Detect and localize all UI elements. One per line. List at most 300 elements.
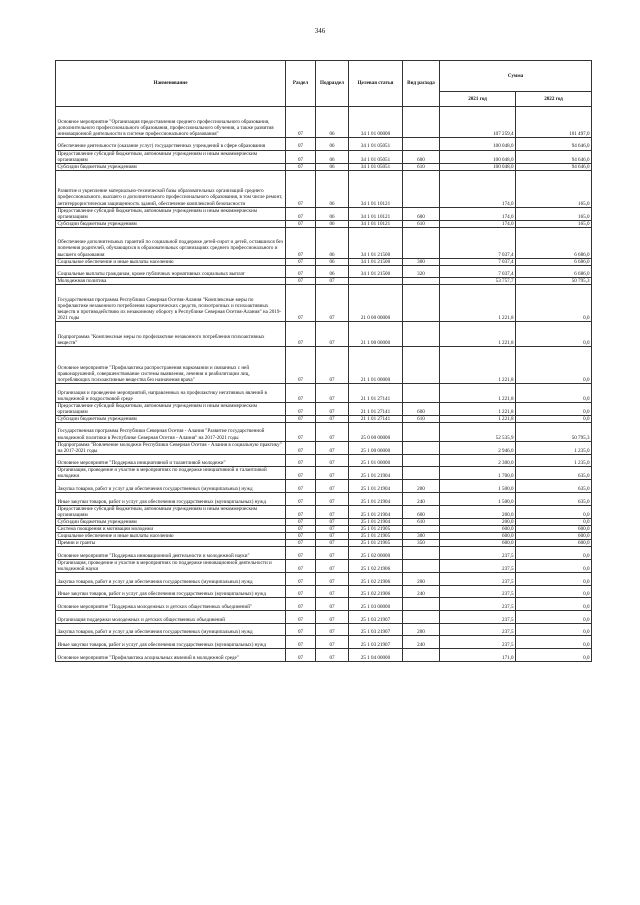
- row-razdel: 07: [286, 150, 316, 163]
- row-sum-2022: 1 235,0: [516, 454, 592, 467]
- row-sum-2022: 600,0: [516, 540, 592, 547]
- row-sum-2021: 200,0: [440, 518, 516, 525]
- row-podrazdel: 07: [316, 648, 349, 661]
- table-row: [56, 480, 592, 493]
- row-sum-2022: 0,0: [516, 598, 592, 611]
- row-razdel: 07: [286, 220, 316, 227]
- row-sum-2022: 94 646,0: [516, 163, 592, 170]
- row-sum-2021: 100 048,0: [440, 163, 516, 170]
- table-row: [56, 532, 592, 539]
- row-vid: 350: [403, 540, 440, 547]
- row-name: Субсидии бюджетным учреждениям: [56, 415, 286, 422]
- row-podrazdel: 07: [316, 540, 349, 547]
- row-target: [349, 278, 403, 285]
- row-podrazdel: 06: [316, 170, 349, 207]
- row-name: Предоставление субсидий бюджетным, автономным учреждениям и иным некоммерческим организациям: [56, 150, 286, 163]
- row-podrazdel: 06: [316, 150, 349, 163]
- row-sum-2022: 0,0: [516, 347, 592, 384]
- row-target: 21 0 00 00000: [349, 285, 403, 322]
- row-razdel: 07: [286, 285, 316, 322]
- row-podrazdel: 06: [316, 137, 349, 150]
- row-sum-2021: 237,5: [440, 610, 516, 623]
- row-name: Предоставление субсидий бюджетным, автономным учреждениям и иным некоммерческим организациям: [56, 207, 286, 220]
- row-target: 25 1 02 21906: [349, 572, 403, 585]
- row-name: Субсидии бюджетным учреждениям: [56, 518, 286, 525]
- row-sum-2022: 165,0: [516, 207, 592, 220]
- budget-table: [55, 60, 592, 662]
- table-row: [56, 441, 592, 454]
- row-sum-2021: 1 700,0: [440, 467, 516, 480]
- row-podrazdel: 07: [316, 505, 349, 518]
- row-name: Основное мероприятие "Профилактика распространения наркомании и связанных с ней правонарушений, совершенствование системы выявления, лечения и реабилитации лиц, потребляющих психоактивные вещества без назначения врача": [56, 347, 286, 384]
- row-razdel: 07: [286, 207, 316, 220]
- row-target: 25 1 01 21905: [349, 525, 403, 532]
- row-target: 25 1 02 21906: [349, 559, 403, 572]
- row-vid: [403, 648, 440, 661]
- row-target: 34 1 01 05051: [349, 150, 403, 163]
- row-podrazdel: 07: [316, 518, 349, 525]
- row-sum-2021: 2 300,0: [440, 454, 516, 467]
- row-podrazdel: 07: [316, 422, 349, 441]
- row-razdel: 07: [286, 265, 316, 278]
- row-vid: [403, 454, 440, 467]
- row-name: Развитие и укрепление материально-технической базы образовательных организаций среднего профессионального, высшего и дополнительного профессионального образования, в том числе ремонт, антитеррористическая защищенность зданий, обеспечение комплексной безопасности: [56, 170, 286, 207]
- row-name: Предоставление субсидий бюджетным, автономным учреждениям и иным некоммерческим организациям: [56, 402, 286, 415]
- row-target: 21 1 01 00000: [349, 347, 403, 384]
- row-sum-2021: 237,5: [440, 636, 516, 649]
- row-name: Государственная программа Республики Северная Осетия - Алания "Развитие государственной молодежной политики в Республике Северная Осетия - Алания" на 2017-2021 годы: [56, 422, 286, 441]
- table-row: [56, 467, 592, 480]
- row-vid: [403, 441, 440, 454]
- row-target: 25 1 03 21907: [349, 623, 403, 636]
- row-razdel: 07: [286, 623, 316, 636]
- table-row: [56, 227, 592, 258]
- row-sum-2022: 600,0: [516, 532, 592, 539]
- row-sum-2022: 0,0: [516, 518, 592, 525]
- row-razdel: 07: [286, 559, 316, 572]
- row-vid: 200: [403, 572, 440, 585]
- row-target: 25 1 01 21904: [349, 467, 403, 480]
- row-podrazdel: 06: [316, 265, 349, 278]
- row-sum-2022: 0,0: [516, 559, 592, 572]
- row-vid: 600: [403, 402, 440, 415]
- row-sum-2022: 0,0: [516, 402, 592, 415]
- header-podrazdel: Подраздел: [316, 61, 349, 107]
- row-sum-2021: 237,5: [440, 598, 516, 611]
- table-row: [56, 454, 592, 467]
- row-name: Основное мероприятие "Поддержка инициативной и талантливой молодежи": [56, 454, 286, 467]
- row-sum-2022: 6 686,0: [516, 258, 592, 265]
- row-vid: [403, 107, 440, 138]
- row-sum-2022: 0,0: [516, 285, 592, 322]
- row-name: Премии и гранты: [56, 540, 286, 547]
- row-name: Иные закупки товаров, работ и услуг для обеспечения государственных (муниципальных) нужд: [56, 636, 286, 649]
- table-row: [56, 648, 592, 661]
- row-sum-2022: 50 795,3: [516, 422, 592, 441]
- row-name: Субсидии бюджетным учреждениям: [56, 163, 286, 170]
- row-razdel: 07: [286, 598, 316, 611]
- row-podrazdel: 07: [316, 547, 349, 560]
- row-vid: [403, 347, 440, 384]
- row-name: Молодежная политика: [56, 278, 286, 285]
- row-target: 21 1 00 00000: [349, 322, 403, 347]
- row-name: Иные закупки товаров, работ и услуг для обеспечения государственных (муниципальных) нужд: [56, 585, 286, 598]
- row-vid: 610: [403, 518, 440, 525]
- row-sum-2021: 1 221,8: [440, 322, 516, 347]
- row-vid: 610: [403, 415, 440, 422]
- row-vid: 300: [403, 258, 440, 265]
- row-target: 21 1 01 27141: [349, 415, 403, 422]
- row-sum-2021: 174,0: [440, 170, 516, 207]
- row-vid: [403, 422, 440, 441]
- header-2022: 2022 год: [516, 92, 592, 107]
- row-razdel: 07: [286, 170, 316, 207]
- row-podrazdel: 07: [316, 415, 349, 422]
- table-row: [56, 322, 592, 347]
- table-row: [56, 278, 592, 285]
- row-vid: 600: [403, 150, 440, 163]
- table-row: [56, 170, 592, 207]
- row-sum-2022: 1 235,0: [516, 441, 592, 454]
- row-vid: 610: [403, 163, 440, 170]
- row-podrazdel: 07: [316, 636, 349, 649]
- row-name: Закупка товаров, работ и услуг для обеспечения государственных (муниципальных) нужд: [56, 623, 286, 636]
- row-name: Основное мероприятие "Профилактика асоциальных явлений в молодежной среде": [56, 648, 286, 661]
- table-row: [56, 493, 592, 506]
- row-name: Организация, проведение и участие в мероприятиях по поддержке инновационной деятельности и молодежной науки: [56, 559, 286, 572]
- row-razdel: 07: [286, 322, 316, 347]
- row-sum-2021: 1 500,0: [440, 480, 516, 493]
- row-razdel: 07: [286, 137, 316, 150]
- row-vid: [403, 285, 440, 322]
- row-sum-2022: 0,0: [516, 610, 592, 623]
- row-target: 34 1 01 10121: [349, 207, 403, 220]
- row-target: 34 1 01 21500: [349, 265, 403, 278]
- header-sum: Сумма: [440, 61, 592, 92]
- row-razdel: 07: [286, 454, 316, 467]
- row-razdel: 07: [286, 415, 316, 422]
- row-target: 25 1 04 00000: [349, 648, 403, 661]
- row-podrazdel: 07: [316, 525, 349, 532]
- row-name: Организация поддержки молодежных и детских общественных объединений: [56, 610, 286, 623]
- row-vid: [403, 322, 440, 347]
- row-target: 34 1 01 00000: [349, 107, 403, 138]
- row-podrazdel: 07: [316, 285, 349, 322]
- row-sum-2022: 0,0: [516, 415, 592, 422]
- row-target: 25 1 01 21905: [349, 532, 403, 539]
- table-row: [56, 623, 592, 636]
- table-row: [56, 258, 592, 265]
- row-vid: 200: [403, 480, 440, 493]
- row-razdel: 07: [286, 258, 316, 265]
- table-row: [56, 265, 592, 278]
- row-sum-2022: 165,0: [516, 220, 592, 227]
- row-target: 25 1 01 21904: [349, 493, 403, 506]
- row-target: 25 1 03 00000: [349, 598, 403, 611]
- table-row: [56, 137, 592, 150]
- row-podrazdel: 07: [316, 347, 349, 384]
- table-row: [56, 598, 592, 611]
- row-podrazdel: 07: [316, 454, 349, 467]
- row-name: Обеспечение дополнительных гарантий по социальной поддержке детей-сирот и детей, оставшихся без попечения родителей, обучающихся в образовательных организациях среднего профессионального и высшего образования: [56, 227, 286, 258]
- table-row: [56, 415, 592, 422]
- row-vid: [403, 137, 440, 150]
- row-target: 25 1 01 21904: [349, 505, 403, 518]
- row-name: Организация и проведение мероприятий, направленных на профилактику негативных явлений в молодежной и подростковой среде: [56, 383, 286, 402]
- row-razdel: 07: [286, 402, 316, 415]
- row-podrazdel: 06: [316, 207, 349, 220]
- row-sum-2021: 237,5: [440, 547, 516, 560]
- table-row: [56, 220, 592, 227]
- row-sum-2022: 0,0: [516, 623, 592, 636]
- row-razdel: 07: [286, 163, 316, 170]
- row-target: 34 1 01 10121: [349, 220, 403, 227]
- row-vid: [403, 525, 440, 532]
- row-vid: 200: [403, 623, 440, 636]
- row-name: Социальное обеспечение и иные выплаты населению: [56, 258, 286, 265]
- row-sum-2021: 7 037,4: [440, 227, 516, 258]
- row-name: Система поощрения и мотивации молодежи: [56, 525, 286, 532]
- row-podrazdel: 06: [316, 227, 349, 258]
- row-name: Подпрограмма "Комплексные меры по профилактике незаконного потребления психоактивных веществ": [56, 322, 286, 347]
- row-name: Предоставление субсидий бюджетным, автономным учреждениям и иным некоммерческим организациям: [56, 505, 286, 518]
- row-podrazdel: 06: [316, 107, 349, 138]
- row-target: 25 1 01 21905: [349, 540, 403, 547]
- row-razdel: 07: [286, 532, 316, 539]
- row-target: 34 1 01 05051: [349, 137, 403, 150]
- row-sum-2021: 100 048,0: [440, 137, 516, 150]
- header-razdel: Раздел: [286, 61, 316, 107]
- row-podrazdel: 07: [316, 610, 349, 623]
- row-sum-2021: 107 259,4: [440, 107, 516, 138]
- row-razdel: 07: [286, 493, 316, 506]
- row-razdel: 07: [286, 505, 316, 518]
- row-razdel: 07: [286, 383, 316, 402]
- row-vid: 240: [403, 636, 440, 649]
- row-target: 34 1 01 21500: [349, 258, 403, 265]
- row-sum-2021: 1 221,8: [440, 347, 516, 384]
- row-name: Обеспечение деятельности (оказание услуг) государственных учреждений в сфере образования: [56, 137, 286, 150]
- row-sum-2022: 0,0: [516, 585, 592, 598]
- row-razdel: 07: [286, 347, 316, 384]
- row-target: 25 1 02 00000: [349, 547, 403, 560]
- table-row: [56, 585, 592, 598]
- row-name: Подпрограмма "Вовлечение молодежи Республики Северная Осетия - Алания в социальную практику" на 2017-2021 годы: [56, 441, 286, 454]
- row-sum-2021: 2 946,0: [440, 441, 516, 454]
- row-razdel: 07: [286, 610, 316, 623]
- table-row: [56, 505, 592, 518]
- row-target: 34 1 01 10121: [349, 170, 403, 207]
- row-vid: 240: [403, 493, 440, 506]
- row-podrazdel: 07: [316, 598, 349, 611]
- row-sum-2021: 52 535,9: [440, 422, 516, 441]
- row-sum-2022: 0,0: [516, 648, 592, 661]
- row-podrazdel: 07: [316, 493, 349, 506]
- row-sum-2022: 6 686,0: [516, 265, 592, 278]
- row-name: Организация, проведение и участие в мероприятиях по поддержке инициативной и талантливой молодежи: [56, 467, 286, 480]
- row-sum-2021: 171,0: [440, 648, 516, 661]
- row-sum-2022: 600,0: [516, 525, 592, 532]
- row-name: Закупка товаров, работ и услуг для обеспечения государственных (муниципальных) нужд: [56, 572, 286, 585]
- row-sum-2022: 635,0: [516, 493, 592, 506]
- row-sum-2021: 7 037,4: [440, 265, 516, 278]
- row-sum-2021: 174,0: [440, 220, 516, 227]
- row-target: 25 1 01 21904: [349, 480, 403, 493]
- row-podrazdel: 07: [316, 480, 349, 493]
- row-podrazdel: 07: [316, 467, 349, 480]
- row-sum-2022: 94 646,0: [516, 150, 592, 163]
- row-razdel: 07: [286, 422, 316, 441]
- row-razdel: 07: [286, 480, 316, 493]
- row-sum-2022: 0,0: [516, 322, 592, 347]
- row-target: 21 1 01 27141: [349, 383, 403, 402]
- row-sum-2021: 237,5: [440, 572, 516, 585]
- header-target: Целевая статья: [349, 61, 403, 107]
- row-podrazdel: 06: [316, 258, 349, 265]
- row-vid: 600: [403, 207, 440, 220]
- row-sum-2022: 0,0: [516, 572, 592, 585]
- table-row: [56, 610, 592, 623]
- row-sum-2021: 237,5: [440, 559, 516, 572]
- row-sum-2021: 200,0: [440, 505, 516, 518]
- table-row: [56, 518, 592, 525]
- row-name: Социальные выплаты гражданам, кроме публичных нормативных социальных выплат: [56, 265, 286, 278]
- row-sum-2022: 0,0: [516, 636, 592, 649]
- row-sum-2022: 165,0: [516, 170, 592, 207]
- row-sum-2021: 53 757,7: [440, 278, 516, 285]
- row-target: 25 1 03 21907: [349, 636, 403, 649]
- table-row: [56, 163, 592, 170]
- row-razdel: 07: [286, 525, 316, 532]
- header-name: Наименование: [56, 61, 286, 107]
- row-razdel: 07: [286, 518, 316, 525]
- header-2021: 2021 год: [440, 92, 516, 107]
- row-podrazdel: 07: [316, 559, 349, 572]
- row-vid: 320: [403, 265, 440, 278]
- row-name: Субсидии бюджетным учреждениям: [56, 220, 286, 227]
- row-podrazdel: 07: [316, 532, 349, 539]
- page-number: 346: [314, 27, 326, 35]
- row-podrazdel: 06: [316, 163, 349, 170]
- row-name: Государственная программа Республики Северная Осетия-Алания "Комплексные меры по профилактике незаконного потребления наркотических средств, психотропных и психоактивных веществ и противодействию их незаконному обороту в Республике Северная Осетия-Алания" на 2019-2021 годы: [56, 285, 286, 322]
- row-target: 34 1 01 21500: [349, 227, 403, 258]
- row-sum-2022: 101 497,0: [516, 107, 592, 138]
- row-sum-2021: 1 221,8: [440, 383, 516, 402]
- row-target: 25 1 01 21904: [349, 518, 403, 525]
- row-podrazdel: 07: [316, 383, 349, 402]
- row-podrazdel: 07: [316, 585, 349, 598]
- row-razdel: 07: [286, 278, 316, 285]
- row-sum-2022: 635,0: [516, 467, 592, 480]
- table-row: [56, 402, 592, 415]
- row-sum-2021: 1 221,8: [440, 415, 516, 422]
- row-vid: [403, 559, 440, 572]
- row-vid: 600: [403, 505, 440, 518]
- row-sum-2021: 7 037,4: [440, 258, 516, 265]
- table-row: [56, 525, 592, 532]
- row-sum-2021: 600,0: [440, 532, 516, 539]
- row-sum-2021: 1 500,0: [440, 493, 516, 506]
- table-row: [56, 572, 592, 585]
- row-razdel: 07: [286, 540, 316, 547]
- row-sum-2022: 0,0: [516, 383, 592, 402]
- row-name: Основное мероприятие "Поддержка инновационной деятельности и молодежной науки": [56, 547, 286, 560]
- row-sum-2022: 6 686,0: [516, 227, 592, 258]
- row-razdel: 07: [286, 636, 316, 649]
- row-vid: [403, 598, 440, 611]
- row-vid: 300: [403, 532, 440, 539]
- row-razdel: 07: [286, 648, 316, 661]
- row-razdel: 07: [286, 547, 316, 560]
- row-razdel: 07: [286, 585, 316, 598]
- table-row: [56, 547, 592, 560]
- row-vid: [403, 547, 440, 560]
- row-razdel: 07: [286, 467, 316, 480]
- row-vid: [403, 467, 440, 480]
- table-row: [56, 285, 592, 322]
- table-row: [56, 207, 592, 220]
- row-podrazdel: 07: [316, 623, 349, 636]
- row-target: 25 1 01 00000: [349, 454, 403, 467]
- row-vid: [403, 170, 440, 207]
- row-sum-2022: 0,0: [516, 505, 592, 518]
- row-vid: [403, 610, 440, 623]
- row-name: Основное мероприятие "Поддержка молодежных и детских общественных объединений": [56, 598, 286, 611]
- row-podrazdel: 07: [316, 572, 349, 585]
- table-row: [56, 422, 592, 441]
- row-sum-2022: 94 646,0: [516, 137, 592, 150]
- row-target: 25 1 00 00000: [349, 441, 403, 454]
- row-sum-2022: 0,0: [516, 547, 592, 560]
- row-podrazdel: 07: [316, 322, 349, 347]
- row-target: 25 0 00 00000: [349, 422, 403, 441]
- row-target: 21 1 01 27141: [349, 402, 403, 415]
- row-sum-2021: 1 221,8: [440, 402, 516, 415]
- table-row: [56, 559, 592, 572]
- table-row: [56, 150, 592, 163]
- row-name: Иные закупки товаров, работ и услуг для обеспечения государственных (муниципальных) нужд: [56, 493, 286, 506]
- row-sum-2021: 237,5: [440, 585, 516, 598]
- table-row: [56, 383, 592, 402]
- row-name: Основное мероприятие "Организация предоставления среднего профессионального образования, дополнительного профессионального образования, профессионального обучения, а также развития инновационной деятельности в системе профессионального образования": [56, 107, 286, 138]
- row-target: 34 1 01 05051: [349, 163, 403, 170]
- row-vid: 610: [403, 220, 440, 227]
- row-razdel: 07: [286, 572, 316, 585]
- row-podrazdel: 06: [316, 220, 349, 227]
- header-vid: Вид расхода: [403, 61, 440, 107]
- row-target: 25 1 03 21907: [349, 610, 403, 623]
- table-row: [56, 107, 592, 138]
- row-sum-2021: 1 221,8: [440, 285, 516, 322]
- row-name: Закупка товаров, работ и услуг для обеспечения государственных (муниципальных) нужд: [56, 480, 286, 493]
- row-sum-2022: 50 795,3: [516, 278, 592, 285]
- row-vid: 240: [403, 585, 440, 598]
- row-sum-2021: 600,0: [440, 525, 516, 532]
- row-sum-2021: 600,0: [440, 540, 516, 547]
- row-sum-2021: 174,0: [440, 207, 516, 220]
- row-vid: [403, 383, 440, 402]
- table-row: [56, 540, 592, 547]
- row-target: 25 1 02 21906: [349, 585, 403, 598]
- row-podrazdel: 07: [316, 402, 349, 415]
- table-row: [56, 347, 592, 384]
- row-podrazdel: 07: [316, 278, 349, 285]
- row-podrazdel: 07: [316, 441, 349, 454]
- row-vid: [403, 278, 440, 285]
- row-sum-2021: 100 048,0: [440, 150, 516, 163]
- row-razdel: 07: [286, 441, 316, 454]
- table-row: [56, 636, 592, 649]
